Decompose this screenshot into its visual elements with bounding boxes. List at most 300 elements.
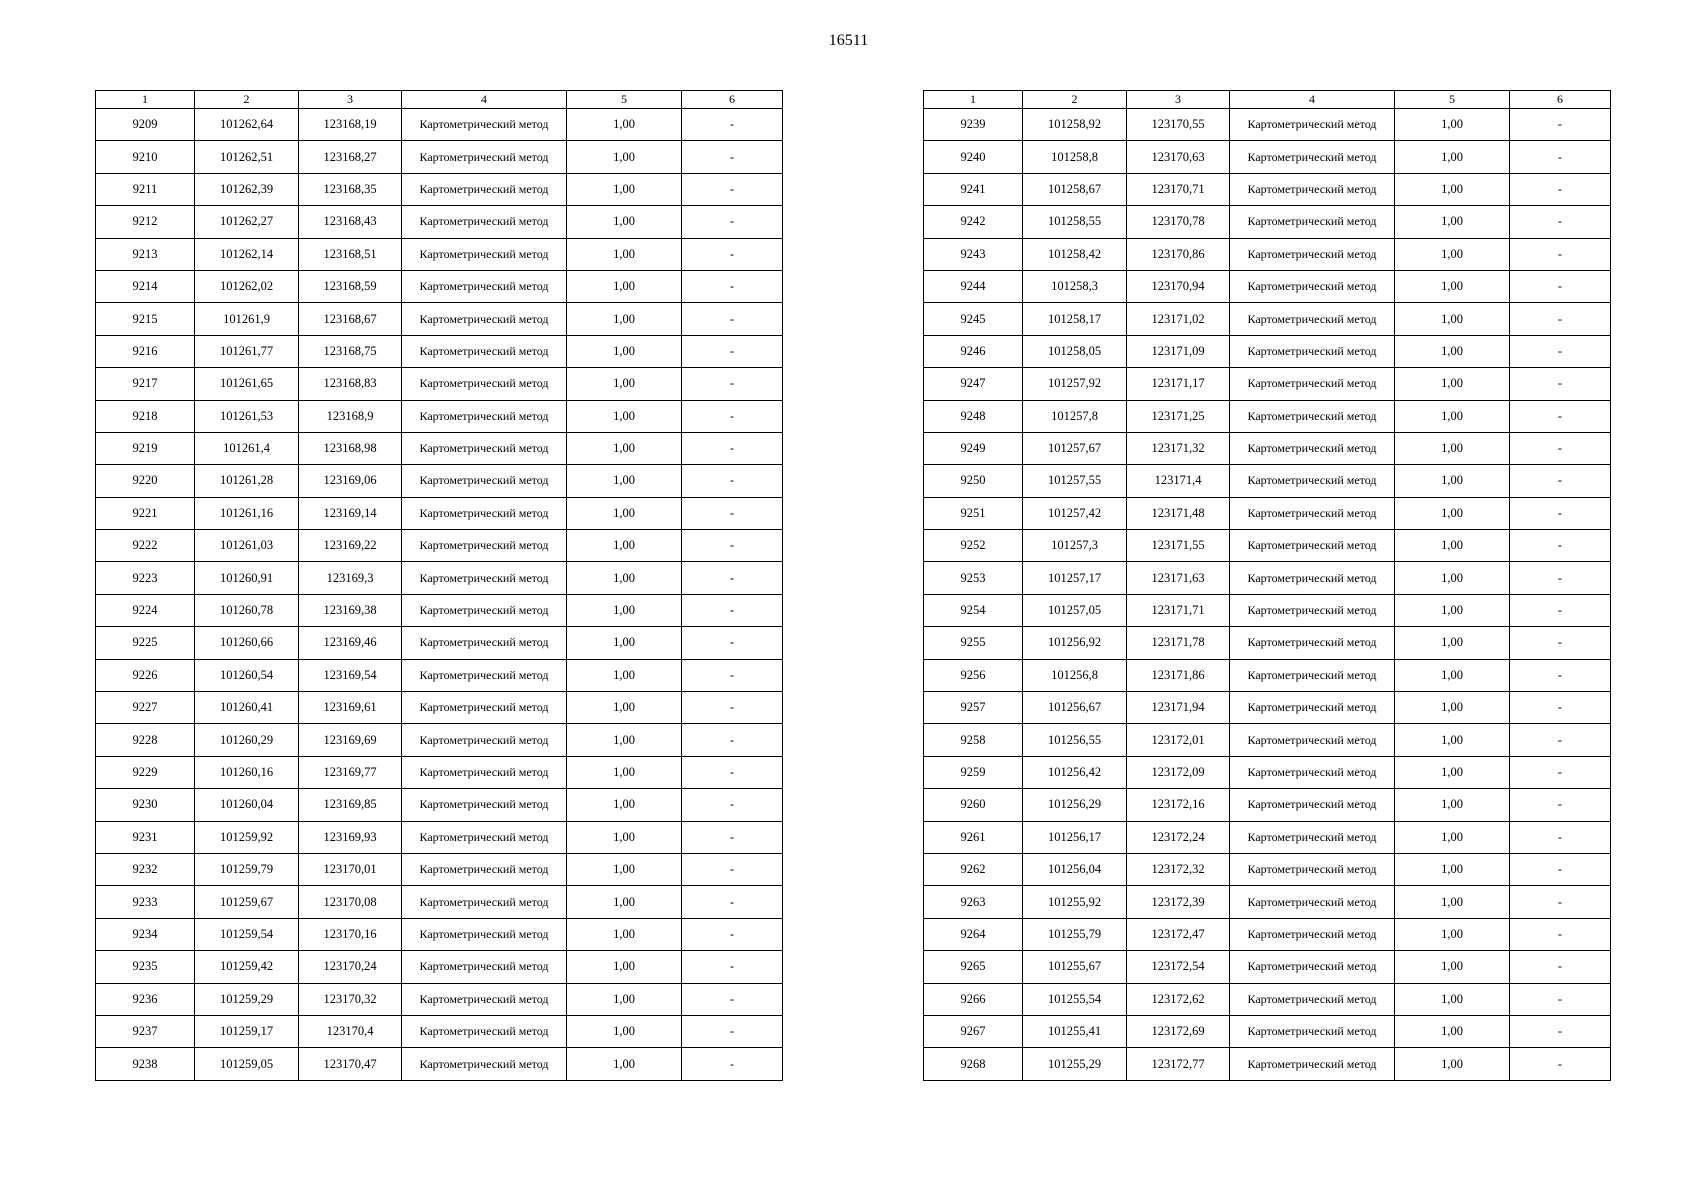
x-coordinate-cell: 101260,16: [195, 756, 299, 788]
table-row: [96, 918, 783, 950]
y-coordinate-cell: 123171,25: [1127, 400, 1230, 432]
method-cell: Картометрический метод: [402, 1048, 567, 1080]
x-coordinate-cell: 101260,29: [195, 724, 299, 756]
x-coordinate-cell: 101256,29: [1023, 789, 1127, 821]
point-number-cell: 9249: [924, 432, 1023, 464]
method-cell: Картометрический метод: [402, 627, 567, 659]
accuracy-cell: 1,00: [567, 335, 682, 367]
table-row: [924, 724, 1611, 756]
y-coordinate-cell: 123168,19: [299, 109, 402, 141]
accuracy-cell: 1,00: [1395, 368, 1510, 400]
point-number-cell: 9257: [924, 692, 1023, 724]
x-coordinate-cell: 101261,77: [195, 335, 299, 367]
point-number-cell: 9209: [96, 109, 195, 141]
table-row: [924, 238, 1611, 270]
accuracy-cell: 1,00: [1395, 400, 1510, 432]
method-cell: Картометрический метод: [1230, 756, 1395, 788]
table-row: [96, 951, 783, 983]
description-cell: -: [682, 141, 783, 173]
description-cell: -: [682, 627, 783, 659]
x-coordinate-cell: 101258,42: [1023, 238, 1127, 270]
method-cell: Картометрический метод: [402, 238, 567, 270]
accuracy-cell: 1,00: [567, 303, 682, 335]
point-number-cell: 9246: [924, 335, 1023, 367]
method-cell: Картометрический метод: [402, 853, 567, 885]
method-cell: Картометрический метод: [1230, 238, 1395, 270]
point-number-cell: 9244: [924, 270, 1023, 302]
method-cell: Картометрический метод: [1230, 983, 1395, 1015]
y-coordinate-cell: 123169,54: [299, 659, 402, 691]
method-cell: Картометрический метод: [402, 724, 567, 756]
description-cell: -: [1510, 141, 1611, 173]
point-number-cell: 9236: [96, 983, 195, 1015]
accuracy-cell: 1,00: [1395, 756, 1510, 788]
description-cell: -: [682, 109, 783, 141]
y-coordinate-cell: 123169,85: [299, 789, 402, 821]
method-cell: Картометрический метод: [1230, 141, 1395, 173]
y-coordinate-cell: 123170,55: [1127, 109, 1230, 141]
accuracy-cell: 1,00: [1395, 627, 1510, 659]
table-row: [96, 627, 783, 659]
column-header-2: 2: [195, 91, 299, 109]
y-coordinate-cell: 123168,51: [299, 238, 402, 270]
x-coordinate-cell: 101261,53: [195, 400, 299, 432]
method-cell: Картометрический метод: [1230, 270, 1395, 302]
y-coordinate-cell: 123171,09: [1127, 335, 1230, 367]
x-coordinate-cell: 101260,78: [195, 594, 299, 626]
method-cell: Картометрический метод: [402, 594, 567, 626]
x-coordinate-cell: 101257,05: [1023, 594, 1127, 626]
description-cell: -: [682, 918, 783, 950]
x-coordinate-cell: 101257,42: [1023, 497, 1127, 529]
point-number-cell: 9230: [96, 789, 195, 821]
accuracy-cell: 1,00: [1395, 141, 1510, 173]
x-coordinate-cell: 101260,66: [195, 627, 299, 659]
description-cell: -: [1510, 432, 1611, 464]
method-cell: Картометрический метод: [402, 951, 567, 983]
description-cell: -: [1510, 270, 1611, 302]
y-coordinate-cell: 123172,77: [1127, 1048, 1230, 1080]
table-row: [96, 270, 783, 302]
table-header-row: [924, 91, 1611, 109]
table-row: [924, 432, 1611, 464]
x-coordinate-cell: 101262,51: [195, 141, 299, 173]
description-cell: -: [682, 465, 783, 497]
point-number-cell: 9242: [924, 206, 1023, 238]
table-row: [96, 594, 783, 626]
accuracy-cell: 1,00: [567, 173, 682, 205]
description-cell: -: [1510, 724, 1611, 756]
right-coordinates-table: [923, 90, 1611, 1081]
accuracy-cell: 1,00: [1395, 238, 1510, 270]
y-coordinate-cell: 123171,86: [1127, 659, 1230, 691]
description-cell: -: [682, 659, 783, 691]
method-cell: Картометрический метод: [1230, 1048, 1395, 1080]
accuracy-cell: 1,00: [1395, 724, 1510, 756]
y-coordinate-cell: 123170,63: [1127, 141, 1230, 173]
description-cell: -: [682, 206, 783, 238]
accuracy-cell: 1,00: [567, 206, 682, 238]
x-coordinate-cell: 101257,17: [1023, 562, 1127, 594]
point-number-cell: 9235: [96, 951, 195, 983]
accuracy-cell: 1,00: [1395, 497, 1510, 529]
y-coordinate-cell: 123172,24: [1127, 821, 1230, 853]
x-coordinate-cell: 101259,67: [195, 886, 299, 918]
description-cell: -: [682, 886, 783, 918]
method-cell: Картометрический метод: [1230, 594, 1395, 626]
x-coordinate-cell: 101255,92: [1023, 886, 1127, 918]
x-coordinate-cell: 101262,27: [195, 206, 299, 238]
point-number-cell: 9265: [924, 951, 1023, 983]
description-cell: -: [682, 594, 783, 626]
y-coordinate-cell: 123171,78: [1127, 627, 1230, 659]
description-cell: -: [1510, 530, 1611, 562]
table-row: [96, 692, 783, 724]
y-coordinate-cell: 123170,24: [299, 951, 402, 983]
method-cell: Картометрический метод: [1230, 951, 1395, 983]
x-coordinate-cell: 101259,54: [195, 918, 299, 950]
accuracy-cell: 1,00: [1395, 918, 1510, 950]
description-cell: -: [682, 951, 783, 983]
y-coordinate-cell: 123170,01: [299, 853, 402, 885]
table-row: [96, 141, 783, 173]
description-cell: -: [682, 853, 783, 885]
table-row: [96, 206, 783, 238]
column-header-6: 6: [682, 91, 783, 109]
x-coordinate-cell: 101261,65: [195, 368, 299, 400]
table-row: [924, 853, 1611, 885]
x-coordinate-cell: 101257,92: [1023, 368, 1127, 400]
description-cell: -: [1510, 983, 1611, 1015]
description-cell: -: [1510, 789, 1611, 821]
description-cell: -: [682, 562, 783, 594]
accuracy-cell: 1,00: [567, 432, 682, 464]
table-row: [96, 789, 783, 821]
point-number-cell: 9214: [96, 270, 195, 302]
point-number-cell: 9217: [96, 368, 195, 400]
method-cell: Картометрический метод: [1230, 206, 1395, 238]
y-coordinate-cell: 123170,47: [299, 1048, 402, 1080]
accuracy-cell: 1,00: [1395, 303, 1510, 335]
accuracy-cell: 1,00: [567, 270, 682, 302]
y-coordinate-cell: 123169,93: [299, 821, 402, 853]
x-coordinate-cell: 101258,8: [1023, 141, 1127, 173]
table-row: [924, 497, 1611, 529]
description-cell: -: [682, 756, 783, 788]
point-number-cell: 9239: [924, 109, 1023, 141]
x-coordinate-cell: 101262,02: [195, 270, 299, 302]
table-row: [96, 886, 783, 918]
y-coordinate-cell: 123170,16: [299, 918, 402, 950]
accuracy-cell: 1,00: [567, 530, 682, 562]
x-coordinate-cell: 101256,42: [1023, 756, 1127, 788]
point-number-cell: 9223: [96, 562, 195, 594]
point-number-cell: 9212: [96, 206, 195, 238]
table-row: [96, 1015, 783, 1047]
method-cell: Картометрический метод: [1230, 303, 1395, 335]
accuracy-cell: 1,00: [1395, 1015, 1510, 1047]
accuracy-cell: 1,00: [567, 109, 682, 141]
y-coordinate-cell: 123171,17: [1127, 368, 1230, 400]
point-number-cell: 9260: [924, 789, 1023, 821]
point-number-cell: 9218: [96, 400, 195, 432]
y-coordinate-cell: 123169,38: [299, 594, 402, 626]
description-cell: -: [1510, 497, 1611, 529]
table-row: [924, 109, 1611, 141]
x-coordinate-cell: 101258,55: [1023, 206, 1127, 238]
point-number-cell: 9210: [96, 141, 195, 173]
point-number-cell: 9261: [924, 821, 1023, 853]
method-cell: Картометрический метод: [1230, 465, 1395, 497]
x-coordinate-cell: 101257,55: [1023, 465, 1127, 497]
accuracy-cell: 1,00: [1395, 562, 1510, 594]
description-cell: -: [1510, 853, 1611, 885]
column-header-1: 1: [924, 91, 1023, 109]
accuracy-cell: 1,00: [567, 562, 682, 594]
description-cell: -: [1510, 368, 1611, 400]
description-cell: -: [682, 1048, 783, 1080]
method-cell: Картометрический метод: [1230, 821, 1395, 853]
method-cell: Картометрический метод: [402, 368, 567, 400]
x-coordinate-cell: 101260,04: [195, 789, 299, 821]
y-coordinate-cell: 123172,16: [1127, 789, 1230, 821]
accuracy-cell: 1,00: [567, 400, 682, 432]
x-coordinate-cell: 101255,41: [1023, 1015, 1127, 1047]
point-number-cell: 9237: [96, 1015, 195, 1047]
method-cell: Картометрический метод: [1230, 1015, 1395, 1047]
description-cell: -: [682, 335, 783, 367]
accuracy-cell: 1,00: [1395, 594, 1510, 626]
method-cell: Картометрический метод: [402, 173, 567, 205]
method-cell: Картометрический метод: [1230, 432, 1395, 464]
description-cell: -: [682, 724, 783, 756]
accuracy-cell: 1,00: [1395, 886, 1510, 918]
y-coordinate-cell: 123172,62: [1127, 983, 1230, 1015]
y-coordinate-cell: 123170,4: [299, 1015, 402, 1047]
y-coordinate-cell: 123172,01: [1127, 724, 1230, 756]
accuracy-cell: 1,00: [567, 465, 682, 497]
description-cell: -: [1510, 1015, 1611, 1047]
accuracy-cell: 1,00: [567, 756, 682, 788]
x-coordinate-cell: 101261,28: [195, 465, 299, 497]
method-cell: Картометрический метод: [1230, 335, 1395, 367]
y-coordinate-cell: 123169,46: [299, 627, 402, 659]
table-row: [924, 270, 1611, 302]
method-cell: Картометрический метод: [402, 886, 567, 918]
y-coordinate-cell: 123171,55: [1127, 530, 1230, 562]
column-header-3: 3: [1127, 91, 1230, 109]
accuracy-cell: 1,00: [1395, 951, 1510, 983]
description-cell: -: [1510, 756, 1611, 788]
x-coordinate-cell: 101261,16: [195, 497, 299, 529]
method-cell: Картометрический метод: [1230, 853, 1395, 885]
table-row: [924, 465, 1611, 497]
x-coordinate-cell: 101262,14: [195, 238, 299, 270]
x-coordinate-cell: 101259,92: [195, 821, 299, 853]
table-row: [96, 465, 783, 497]
accuracy-cell: 1,00: [1395, 206, 1510, 238]
point-number-cell: 9231: [96, 821, 195, 853]
x-coordinate-cell: 101260,91: [195, 562, 299, 594]
point-number-cell: 9229: [96, 756, 195, 788]
x-coordinate-cell: 101256,8: [1023, 659, 1127, 691]
accuracy-cell: 1,00: [567, 497, 682, 529]
table-row: [96, 1048, 783, 1080]
description-cell: -: [1510, 206, 1611, 238]
method-cell: Картометрический метод: [1230, 530, 1395, 562]
description-cell: -: [682, 497, 783, 529]
point-number-cell: 9266: [924, 983, 1023, 1015]
table-row: [924, 400, 1611, 432]
description-cell: -: [1510, 173, 1611, 205]
method-cell: Картометрический метод: [402, 562, 567, 594]
y-coordinate-cell: 123169,14: [299, 497, 402, 529]
column-header-5: 5: [567, 91, 682, 109]
method-cell: Картометрический метод: [1230, 692, 1395, 724]
accuracy-cell: 1,00: [1395, 853, 1510, 885]
table-row: [924, 368, 1611, 400]
y-coordinate-cell: 123170,94: [1127, 270, 1230, 302]
point-number-cell: 9221: [96, 497, 195, 529]
y-coordinate-cell: 123169,69: [299, 724, 402, 756]
description-cell: -: [682, 173, 783, 205]
y-coordinate-cell: 123171,71: [1127, 594, 1230, 626]
x-coordinate-cell: 101256,55: [1023, 724, 1127, 756]
method-cell: Картометрический метод: [402, 109, 567, 141]
y-coordinate-cell: 123168,75: [299, 335, 402, 367]
method-cell: Картометрический метод: [1230, 724, 1395, 756]
table-row: [924, 821, 1611, 853]
x-coordinate-cell: 101258,17: [1023, 303, 1127, 335]
x-coordinate-cell: 101255,54: [1023, 983, 1127, 1015]
y-coordinate-cell: 123168,67: [299, 303, 402, 335]
column-header-4: 4: [1230, 91, 1395, 109]
method-cell: Картометрический метод: [1230, 918, 1395, 950]
table-row: [96, 109, 783, 141]
y-coordinate-cell: 123172,09: [1127, 756, 1230, 788]
x-coordinate-cell: 101256,92: [1023, 627, 1127, 659]
description-cell: -: [682, 270, 783, 302]
y-coordinate-cell: 123168,83: [299, 368, 402, 400]
description-cell: -: [1510, 659, 1611, 691]
column-header-3: 3: [299, 91, 402, 109]
x-coordinate-cell: 101257,8: [1023, 400, 1127, 432]
y-coordinate-cell: 123168,43: [299, 206, 402, 238]
method-cell: Картометрический метод: [1230, 173, 1395, 205]
point-number-cell: 9224: [96, 594, 195, 626]
table-row: [924, 983, 1611, 1015]
accuracy-cell: 1,00: [1395, 335, 1510, 367]
method-cell: Картометрический метод: [402, 1015, 567, 1047]
y-coordinate-cell: 123171,32: [1127, 432, 1230, 464]
y-coordinate-cell: 123171,63: [1127, 562, 1230, 594]
column-header-5: 5: [1395, 91, 1510, 109]
accuracy-cell: 1,00: [567, 983, 682, 1015]
x-coordinate-cell: 101256,67: [1023, 692, 1127, 724]
point-number-cell: 9215: [96, 303, 195, 335]
accuracy-cell: 1,00: [1395, 530, 1510, 562]
x-coordinate-cell: 101258,67: [1023, 173, 1127, 205]
accuracy-cell: 1,00: [1395, 692, 1510, 724]
method-cell: Картометрический метод: [402, 335, 567, 367]
method-cell: Картометрический метод: [1230, 886, 1395, 918]
description-cell: -: [1510, 918, 1611, 950]
table-row: [924, 1048, 1611, 1080]
table-row: [96, 173, 783, 205]
y-coordinate-cell: 123168,27: [299, 141, 402, 173]
y-coordinate-cell: 123169,22: [299, 530, 402, 562]
point-number-cell: 9263: [924, 886, 1023, 918]
y-coordinate-cell: 123168,35: [299, 173, 402, 205]
x-coordinate-cell: 101255,29: [1023, 1048, 1127, 1080]
table-row: [96, 238, 783, 270]
method-cell: Картометрический метод: [402, 692, 567, 724]
column-header-6: 6: [1510, 91, 1611, 109]
table-row: [924, 335, 1611, 367]
accuracy-cell: 1,00: [567, 692, 682, 724]
description-cell: -: [1510, 335, 1611, 367]
table-row: [96, 983, 783, 1015]
x-coordinate-cell: 101259,29: [195, 983, 299, 1015]
point-number-cell: 9234: [96, 918, 195, 950]
y-coordinate-cell: 123168,98: [299, 432, 402, 464]
method-cell: Картометрический метод: [402, 141, 567, 173]
accuracy-cell: 1,00: [567, 789, 682, 821]
accuracy-cell: 1,00: [567, 951, 682, 983]
table-row: [96, 530, 783, 562]
table-row: [96, 562, 783, 594]
table-row: [924, 206, 1611, 238]
point-number-cell: 9228: [96, 724, 195, 756]
table-header-row: [96, 91, 783, 109]
table-row: [924, 141, 1611, 173]
point-number-cell: 9211: [96, 173, 195, 205]
point-number-cell: 9258: [924, 724, 1023, 756]
accuracy-cell: 1,00: [567, 368, 682, 400]
method-cell: Картометрический метод: [1230, 368, 1395, 400]
table-row: [96, 756, 783, 788]
point-number-cell: 9259: [924, 756, 1023, 788]
accuracy-cell: 1,00: [567, 886, 682, 918]
description-cell: -: [1510, 238, 1611, 270]
table-row: [924, 173, 1611, 205]
x-coordinate-cell: 101259,17: [195, 1015, 299, 1047]
y-coordinate-cell: 123169,77: [299, 756, 402, 788]
point-number-cell: 9216: [96, 335, 195, 367]
method-cell: Картометрический метод: [1230, 497, 1395, 529]
x-coordinate-cell: 101258,92: [1023, 109, 1127, 141]
x-coordinate-cell: 101258,05: [1023, 335, 1127, 367]
table-row: [924, 692, 1611, 724]
description-cell: -: [1510, 951, 1611, 983]
x-coordinate-cell: 101262,64: [195, 109, 299, 141]
table-row: [96, 853, 783, 885]
y-coordinate-cell: 123170,71: [1127, 173, 1230, 205]
description-cell: -: [682, 789, 783, 821]
description-cell: -: [682, 400, 783, 432]
table-row: [924, 303, 1611, 335]
accuracy-cell: 1,00: [1395, 659, 1510, 691]
description-cell: -: [1510, 627, 1611, 659]
accuracy-cell: 1,00: [567, 853, 682, 885]
description-cell: -: [1510, 465, 1611, 497]
y-coordinate-cell: 123172,47: [1127, 918, 1230, 950]
point-number-cell: 9227: [96, 692, 195, 724]
accuracy-cell: 1,00: [567, 238, 682, 270]
y-coordinate-cell: 123170,08: [299, 886, 402, 918]
description-cell: -: [1510, 109, 1611, 141]
table-row: [96, 432, 783, 464]
